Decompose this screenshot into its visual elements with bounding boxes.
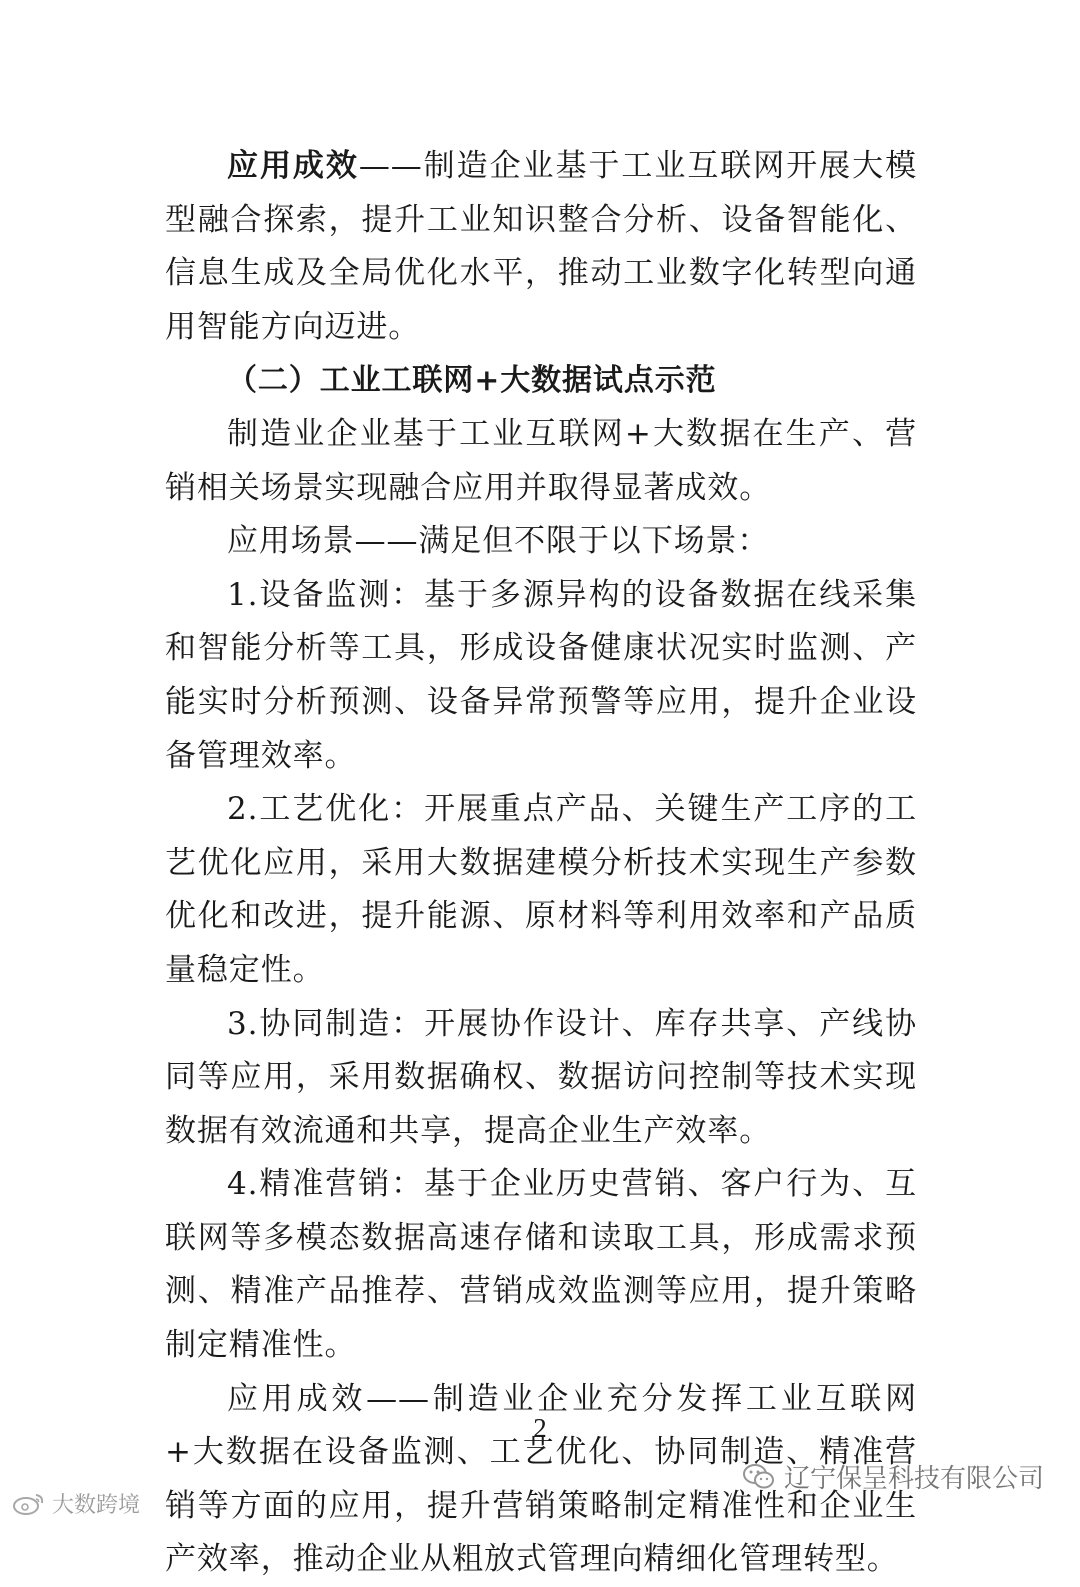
paragraph-lead: 应用成效: [227, 148, 359, 184]
weibo-watermark: [12, 1488, 140, 1519]
list-item-precision-marketing: 4.精准营销：基于企业历史营销、客户行为、互联网等多模态数据高速存储和读取工具，形成需求预测、精准产品推荐、营销成效监测等应用，提升策略制定精准性。: [165, 1166, 917, 1364]
wechat-watermark: [742, 1458, 1044, 1495]
page-number: 2: [533, 1413, 547, 1443]
paragraph-intro: 制造业企业基于工业互联网+大数据在生产、营销相关场景实现融合应用并取得显著成效。: [165, 415, 917, 506]
list-item-equipment-monitoring: 1.设备监测：基于多源异构的设备数据在线采集和智能分析等工具，形成设备健康状况实时监测、产能实时分析预测、设备异常预警等应用，提升企业设备管理效率。: [165, 576, 917, 774]
list-item-collaborative-manufacturing: 3.协同制造：开展协作设计、库存共享、产线协同等应用，采用数据确权、数据访问控制等技术实现数据有效流通和共享，提高企业生产效率。: [165, 1005, 917, 1149]
wechat-icon: [742, 1462, 776, 1492]
section-heading: （二）工业工联网+大数据试点示范: [227, 363, 717, 399]
paragraph-lead: 应用成效: [227, 1380, 367, 1417]
paragraph-scenes: [165, 515, 917, 569]
paragraph-text: ——满足但不限于以下场景：: [354, 523, 770, 560]
paragraph-lead: 应用场景: [227, 523, 355, 560]
watermark-text: 辽宁保呈科技有限公司: [783, 1464, 1044, 1494]
watermark-text: 大数跨境: [52, 1493, 141, 1518]
weibo-icon: [12, 1492, 46, 1516]
paragraph-effect-1: [165, 140, 917, 354]
paragraph-text: ——制造企业基于工业互联网开展大模型融合探索，提升工业知识整合分析、设备智能化、信息生成及全局优化水平，推动工业数字化转型向通用智能方向迈进。: [165, 148, 917, 345]
list-item-process-optimization: 2.工艺优化：开展重点产品、关键生产工序的工艺优化应用，采用大数据建模分析技术实现生产参数优化和改进，提升能源、原材料等利用效率和产品质量稳定性。: [165, 791, 917, 988]
document-body: [165, 140, 917, 1587]
paragraph-text: ——制造业企业充分发挥工业互联网+大数据在设备监测、工艺优化、协同制造、精准营销等方面的应用，提升营销策略制定精准性和企业生产效率，推动企业从粗放式管理向精细化管理转型。: [165, 1380, 917, 1578]
